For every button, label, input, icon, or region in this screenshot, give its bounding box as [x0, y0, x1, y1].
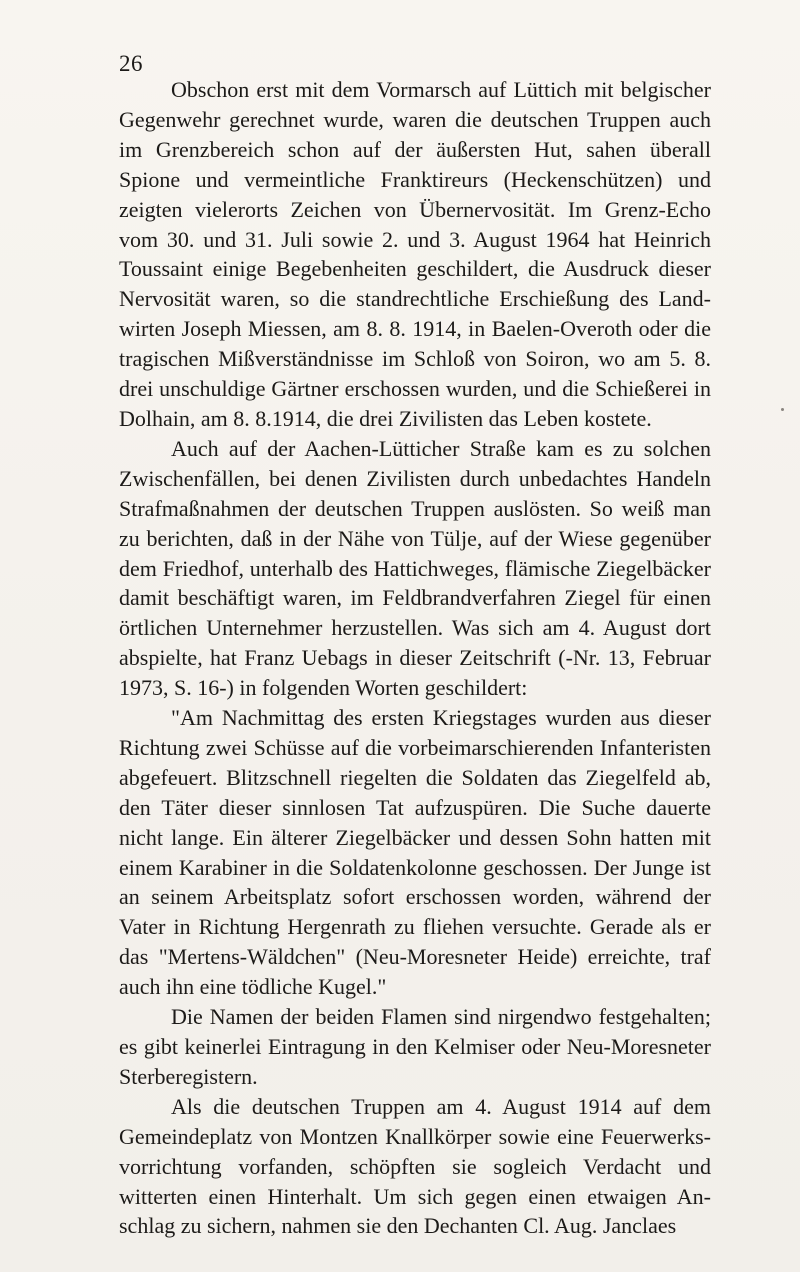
paragraph-1: Obschon erst mit dem Vormarsch auf Lüttich mit belgischer Gegenwehr gerechnet wurde, waren die deutschen Truppen auch im Grenzbereich schon auf der äußersten Hut, sahen überall Spione und vermeintliche Franktireurs (Heckenschützen) und zeigten vielerorts Zeichen von Übernervosität. Im Grenz-Echo vom 30. und 31. Juli sowie 2. und 3. August 1964 hat Heinrich Toussaint einige Begebenheiten geschildert, die Ausdruck dieser Nervosität waren, so die standrechtliche Erschießung des Landwirten Joseph Miessen, am 8. 8. 1914, in Baelen-Overoth oder die tragischen Mißverständnisse im Schloß von Soiron, wo am 5. 8. drei unschuldige Gärtner erschossen wurden, und die Schießerei in Dolhain, am 8. 8.1914, die drei Zivilisten das Leben kostete.	[119, 77, 711, 431]
body-text	[119, 75, 711, 1241]
page-number: 26	[119, 51, 143, 76]
paragraph-4: Die Namen der beiden Flamen sind nirgendwo festgehalten; es gibt keinerlei Eintragung in den Kelmiser oder Neu-Moresneter Sterberegistern.	[119, 1004, 711, 1089]
paragraph-5: Als die deutschen Truppen am 4. August 1914 auf dem Gemeindeplatz von Montzen Knallkörper sowie eine Feuerwerksvorrichtung vorfanden, schöpften sie sogleich Verdacht und witterten einen Hinterhalt. Um sich gegen einen etwaigen Anschlag zu sichern, nahmen sie den Dechanten Cl. Aug. Janclaes	[119, 1093, 711, 1239]
margin-speck	[781, 408, 784, 411]
paragraph-2: Auch auf der Aachen-Lütticher Straße kam es zu solchen Zwischenfällen, bei denen Zivilisten durch unbedachtes Handeln Strafmaßnahmen der deutschen Truppen auslösten. So weiß man zu berichten, daß in der Nähe von Tülje, auf der Wiese gegenüber dem Friedhof, unterhalb des Hattichweges, flämische Ziegelbäcker damit beschäftigt waren, im Feldbrandverfahren Ziegel für einen örtlichen Unternehmer herzustellen. Was sich am 4. August dort abspielte, hat Franz Uebags in dieser Zeitschrift (-Nr. 13, Februar 1973, S. 16-) in folgenden Worten geschildert:	[119, 435, 711, 701]
quotation-paragraph: "Am Nachmittag des ersten Kriegstages wurden aus dieser Richtung zwei Schüsse auf die vorbeimarschierenden Infanteristen abgefeuert. Blitzschnell riegelten die Soldaten das Ziegelfeld ab, den Täter dieser sinnlosen Tat aufzuspüren. Die Suche dauerte nicht lange. Ein älterer Ziegelbäcker und dessen Sohn hatten mit einem Karabiner in die Soldatenkolonne geschossen. Der Junge ist an seinem Arbeitsplatz sofort erschossen worden, während der Vater in Richtung Hergenrath zu fliehen versuchte. Gerade als er das "Mertens-Wäldchen" (Neu-Moresneter Heide) erreichte, traf auch ihn eine tödliche Kugel."	[119, 705, 711, 1000]
